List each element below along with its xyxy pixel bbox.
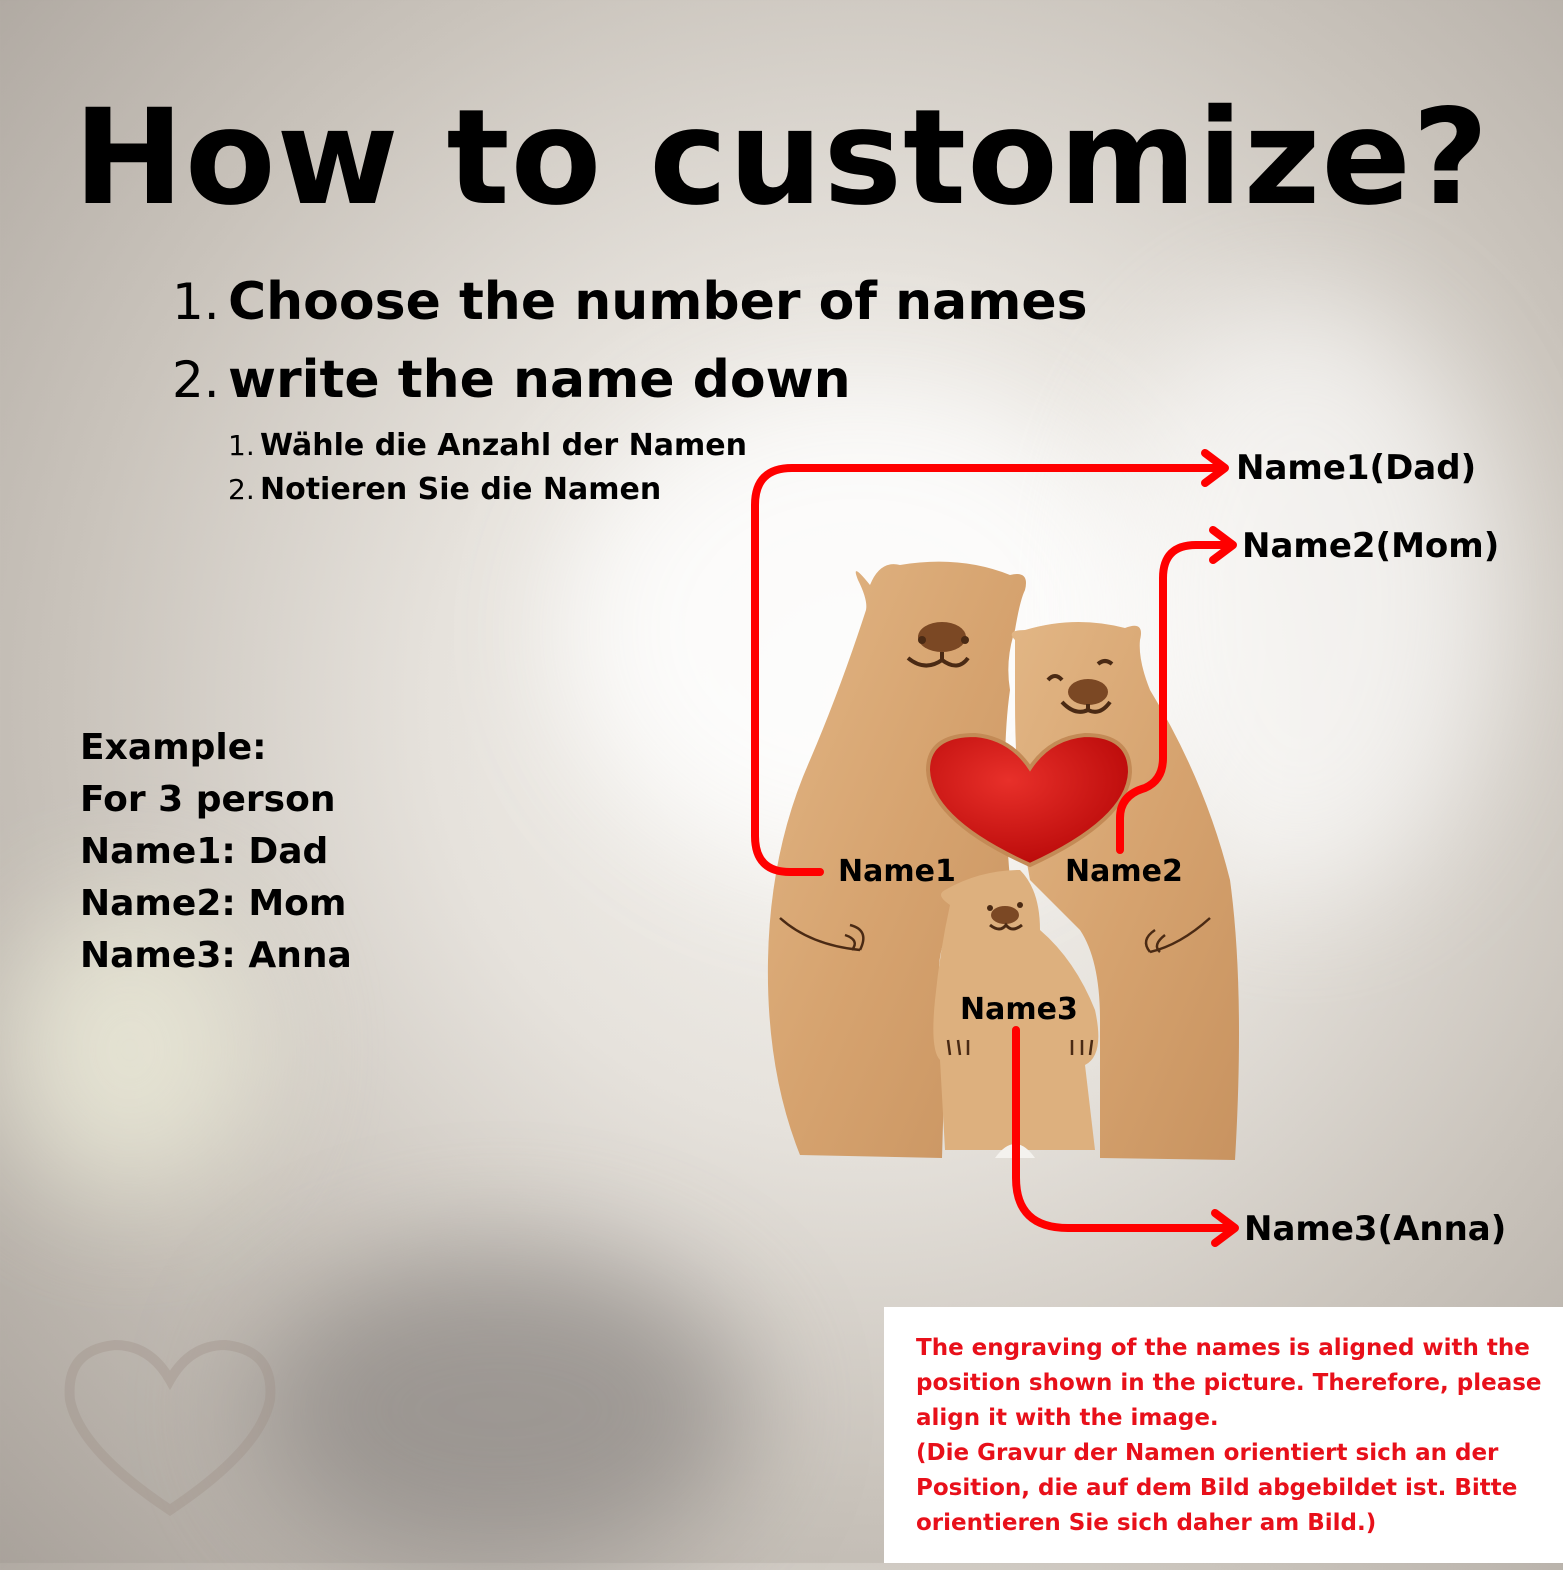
step-number: 1. [172, 273, 220, 331]
output-label-dad: Name1(Dad) [1236, 448, 1477, 488]
step-text: write the name down [228, 350, 851, 410]
step-text: Notieren Sie die Namen [260, 472, 662, 507]
step-number: 2. [228, 473, 255, 506]
output-label-anna: Name3(Anna) [1244, 1209, 1507, 1249]
example-heading: Example: [80, 727, 267, 768]
note-english: The engraving of the names is aligned with the position shown in the picture. Therefore, please align it with the image. [916, 1335, 1542, 1431]
step-text: Choose the number of names [228, 272, 1088, 332]
step-number: 2. [172, 351, 220, 409]
page-title: How to customize? [73, 81, 1490, 235]
engraving-note [884, 1307, 1563, 1563]
step-number: 1. [228, 429, 255, 462]
example-line: Name2: Mom [80, 883, 347, 924]
example-line: For 3 person [80, 779, 336, 820]
step-text: Wähle die Anzahl der Namen [260, 428, 747, 463]
brand-watermark-logo [60, 1330, 290, 1520]
bear-label-name2: Name2 [1065, 854, 1183, 889]
example-line: Name1: Dad [80, 831, 329, 872]
example-line: Name3: Anna [80, 935, 352, 976]
note-german: (Die Gravur der Namen orientiert sich an der Position, die auf dem Bild abgebildet ist. Bitte orientieren Sie sich daher am Bild.) [916, 1440, 1518, 1536]
bear-label-name1: Name1 [838, 854, 956, 889]
output-label-mom: Name2(Mom) [1242, 526, 1500, 566]
bear-label-name3: Name3 [960, 992, 1078, 1027]
